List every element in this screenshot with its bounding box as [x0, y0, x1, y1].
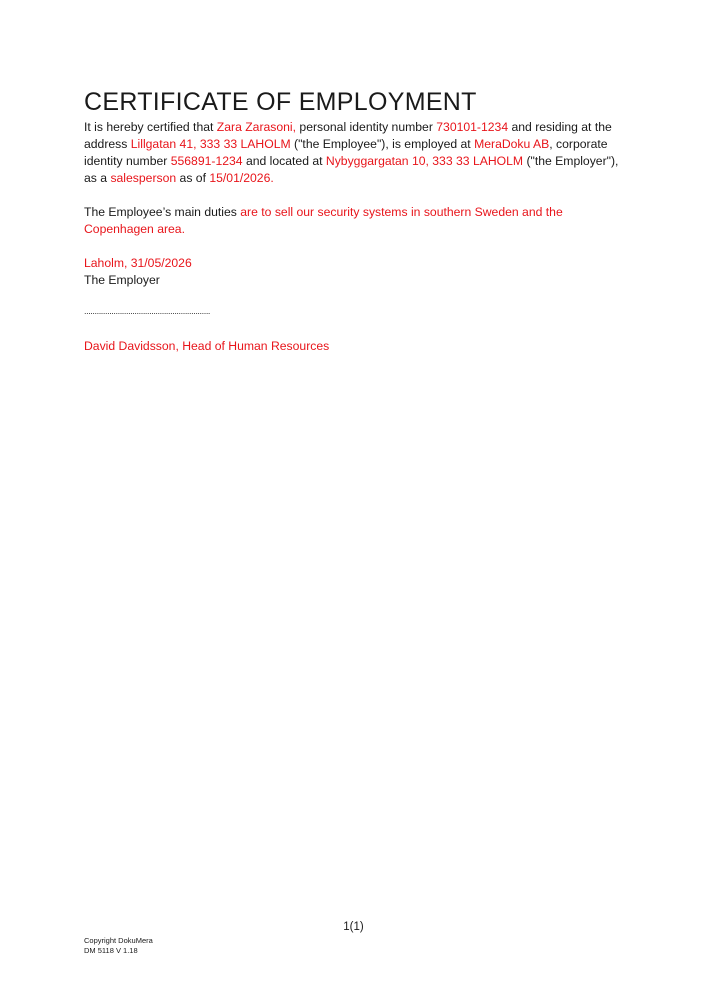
employee-address: Lillgatan 41, 333 33 LAHOLM	[130, 137, 291, 151]
footer	[84, 936, 153, 956]
employee-name: Zara Zarasoni,	[216, 120, 297, 134]
start-date: 15/01/2026.	[209, 171, 274, 185]
text-segment: , corporate identity number	[84, 137, 608, 168]
company-address: Nybyggargatan 10, 333 33 LAHOLM	[325, 154, 524, 168]
place-and-date: Laholm, 31/05/2026	[84, 256, 192, 270]
text-segment: and residing at the address	[84, 120, 612, 151]
text-segment: ("the Employer"), as a	[84, 154, 619, 185]
text-segment: and located at	[242, 154, 326, 168]
main-duties: are to sell our security systems in southern Sweden and the Copenhagen area.	[84, 205, 563, 236]
job-position: salesperson	[110, 171, 177, 185]
employer-label: The Employer	[84, 273, 160, 287]
text-segment: It is hereby certified that	[84, 120, 217, 134]
signature-line: ............................................................	[84, 306, 211, 316]
document-body	[84, 88, 629, 355]
text-segment: as of	[176, 171, 210, 185]
text-segment: The Employee’s main duties	[84, 205, 241, 219]
signer-name-title: David Davidsson, Head of Human Resources	[84, 339, 330, 353]
duties-paragraph	[84, 204, 629, 238]
text-segment: personal identity number	[296, 120, 437, 134]
footer-copyright: Copyright DokuMera	[84, 936, 153, 945]
personal-identity-number: 730101-1234	[436, 120, 509, 134]
company-name: MeraDoku AB	[474, 137, 550, 151]
footer-version: DM 5118 V 1.18	[84, 946, 138, 955]
employment-paragraph	[84, 119, 629, 187]
document-title: CERTIFICATE OF EMPLOYMENT	[84, 88, 477, 116]
text-segment: ("the Employee"), is employed at	[290, 137, 475, 151]
corporate-identity-number: 556891-1234	[170, 154, 243, 168]
page-number: 1(1)	[343, 921, 364, 933]
